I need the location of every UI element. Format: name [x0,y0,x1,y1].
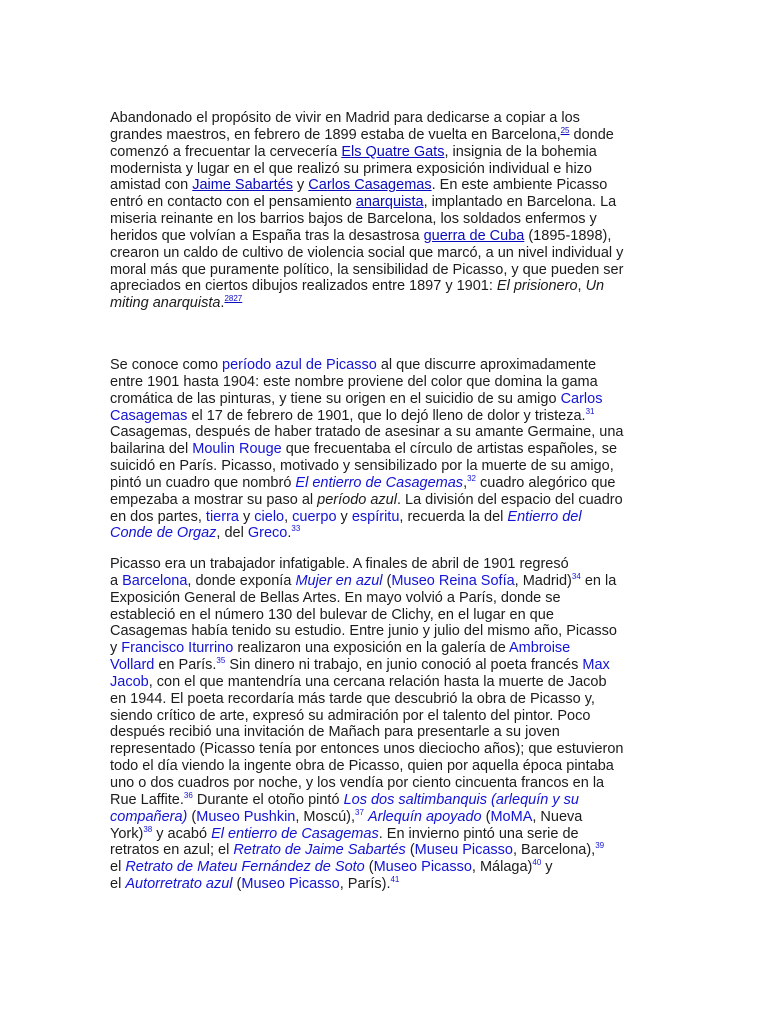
text-line: a Barcelona, donde exponía Mujer en azul (Museo Reina Sofía, Madrid)$^{34}$ en la [110,571,617,589]
link-museo-picasso-paris[interactable]: Museo Picasso [241,876,340,893]
text-line: compañera) (Museo Pushkin, Moscú),$^{37}$ Arlequín apoyado (MoMA, Nueva [110,807,583,825]
link-francisco-iturrino[interactable]: Francisco Iturrino [121,640,234,657]
link-casagemas[interactable]: Casagemas [110,407,188,424]
text-line: amistad con Jaime Sabartés y Carlos Casagemas. En este ambiente Picasso [110,177,608,194]
text-line: Casagemas el 17 de febrero de 1901, que lo dejó lleno de dolor y tristeza.$^{31}$ [110,406,595,424]
link-museo-picasso-malaga[interactable]: Museo Picasso [373,859,472,876]
link-los-dos-saltimbanquis[interactable]: Los dos saltimbanquis (arlequín y su [343,791,579,808]
text-line: Vollard en París.$^{35}$ Sin dinero ni trabajo, en junio conoció al poeta francés Max [110,656,610,674]
link-tierra[interactable]: tierra [205,508,239,525]
link-periodo-azul[interactable]: período azul de Picasso [222,357,377,373]
text-line: miting anarquista.$^{2827}$ [110,294,243,312]
link-arlequin-apoyado[interactable]: Arlequín apoyado [367,808,482,825]
link-carlos-casagemas[interactable]: Carlos [560,390,603,407]
paragraph-2 [110,357,660,542]
link-greco[interactable]: Greco [247,525,288,542]
text-line: Jacob, con el que mantendría una cercana relación hasta la muerte de Jacob [110,673,607,690]
text-line: Casagemas había tenido su estudio. Entre junio y julio del mismo año, Picasso [110,623,617,640]
link-jaime-sabartes[interactable]: Jaime Sabartés [192,177,293,194]
text-line: suicidó en París. Picasso, motivado y sensibilizado por la muerte de su amigo, [110,458,614,475]
text-line: Picasso era un trabajador infatigable. A finales de abril de 1901 regresó [110,556,569,572]
text-line: el Autorretrato azul (Museo Picasso, París).$^{41}$ [110,875,400,893]
text-line: en dos partes, tierra y cielo, cuerpo y espíritu, recuerda la del Entierro del [110,508,582,525]
footnote-ref-32[interactable]: 32 [467,473,476,483]
text-line: uno o dos cuadros por noche, y los vendía por ciento cincuenta francos en la [110,774,605,791]
text-line: cromática de las pinturas, y tiene su origen en el suicidio de su amigo Carlos [110,390,603,407]
paragraph-1 [110,110,660,312]
footnote-ref-33[interactable]: 33 [291,524,301,534]
link-els-quatre-gats[interactable]: Els Quatre Gats [341,143,445,160]
text-line: heridos que volvían a España tras la desastrosa guerra de Cuba (1895-1898), [110,227,612,244]
footnote-ref-31[interactable]: 31 [585,406,595,416]
link-museu-picasso[interactable]: Museu Picasso [414,842,513,859]
text-line: Se conoce como período azul de Picasso al que discurre aproximadamente [110,357,597,373]
text-line: y Francisco Iturrino realizaron una exposición en la galería de Ambroise [110,640,571,657]
footnote-ref-36[interactable]: 36 [183,790,193,800]
text-line: todo el día viendo la ingente obra de Picasso, quien por aquella época pintaba [110,758,614,775]
text-line: miseria reinante en los barrios bajos de Barcelona, los soldados enfermos y [110,211,597,228]
text-line: retratos en azul; el Retrato de Jaime Sabartés (Museu Picasso, Barcelona),$^{39}$ [110,841,605,859]
text-line: modernista y lugar en el que realizó su primera exposición individual e hizo [110,160,592,177]
text-line: estableció en el número 130 del bulevar de Clichy, en el lugar en que [110,606,554,623]
text-line: comenzó a frecuentar la cervecería Els Quatre Gats, insignia de la bohemia [110,143,597,160]
text-line: Casagemas, después de haber tratado de asesinar a su amante Germaine, una [110,424,624,441]
link-autorretrato-azul[interactable]: Autorretrato azul [125,876,233,893]
footnote-ref-39[interactable]: 39 [595,841,605,851]
link-entierro-del-conde-de-orgaz[interactable]: Entierro del [507,508,582,525]
text-line: entró en contacto con el pensamiento anarquista, implantado en Barcelona. La [110,194,617,211]
text-line: entre 1901 hasta 1904: este nombre proviene del color que domina la gama [110,373,598,390]
link-museo-pushkin[interactable]: Museo Pushkin [196,808,296,825]
link-el-entierro-de-casagemas[interactable]: El entierro de Casagemas [295,474,464,491]
link-retrato-de-jaime-sabartes[interactable]: Retrato de Jaime Sabartés [233,842,406,859]
footnote-ref-25[interactable]: 25 [560,125,570,135]
link-barcelona[interactable]: Barcelona [122,572,188,589]
link-cielo[interactable]: cielo [254,508,285,525]
text-line: el Retrato de Mateu Fernández de Soto (Museo Picasso, Málaga)$^{40}$ y [110,858,553,876]
text-line: Rue Laffite.$^{36}$ Durante el otoño pintó Los dos saltimbanquis (arlequín y su [110,790,579,808]
link-max-jacob[interactable]: Max [582,657,610,674]
text-line: después recibió una invitación de Mañach para presentarle a su joven [110,724,560,741]
text-line: Conde de Orgaz, del Greco.$^{33}$ [110,524,301,542]
link-companera[interactable]: compañera) [110,808,188,825]
text-line: moral más que puramente político, la sensibilidad de Picasso, y que pueden ser [110,261,624,278]
footnote-ref-35[interactable]: 35 [216,656,226,666]
footnote-ref-37[interactable]: 37 [355,807,364,817]
text-line: York)$^{38}$ y acabó El entierro de Casagemas. En invierno pintó una serie de [110,824,579,842]
link-conde-de-orgaz[interactable]: Conde de Orgaz [110,525,217,542]
link-jacob[interactable]: Jacob [110,673,149,690]
link-museo-reina-sofia[interactable]: Museo Reina Sofía [391,572,515,589]
text-line: pintó un cuadro que nombró El entierro de Casagemas,$^{32}$ cuadro alegórico que [110,473,616,491]
footnote-ref-2827[interactable]: 2827 [224,294,243,304]
link-carlos-casagemas[interactable]: Carlos Casagemas [308,177,432,194]
link-ambroise-vollard[interactable]: Ambroise [508,640,571,657]
link-mujer-en-azul[interactable]: Mujer en azul [295,572,383,589]
footnote-ref-40[interactable]: 40 [532,858,542,868]
link-moulin-rouge[interactable]: Moulin Rouge [192,441,282,458]
link-anarquista[interactable]: anarquista [355,194,424,211]
text-line: grandes maestros, en febrero de 1899 estaba de vuelta en Barcelona,$^{25}$ donde [110,125,614,143]
footnote-ref-34[interactable]: 34 [571,571,581,581]
link-moma[interactable]: MoMA [490,808,533,825]
link-cuerpo[interactable]: cuerpo [292,508,337,525]
text-line: crearon un caldo de cultivo de violencia social que marcó, a un nivel individual y [110,244,624,261]
text-line: representado (Picasso tenía por entonces unos dieciocho años); que estuvieron [110,741,624,758]
text-line: siendo crítico de arte, expresó su admiración por el talento del pintor. Poco [110,707,591,724]
text-line: Exposición General de Bellas Artes. En mayo volvió a París, donde se [110,589,561,606]
footnote-ref-38[interactable]: 38 [143,824,153,834]
text-line: en 1944. El poeta recordaría más tarde que descubrió la obra de Picasso y, [110,690,595,707]
text-line: Abandonado el propósito de vivir en Madrid para dedicarse a copiar a los [110,110,580,126]
link-retrato-de-mateu-fernandez-de-soto[interactable]: Retrato de Mateu Fernández de Soto [125,859,365,876]
link-guerra-de-cuba[interactable]: guerra de Cuba [423,227,525,244]
footnote-ref-41[interactable]: 41 [390,875,400,885]
text-line: empezaba a mostrar su paso al período azul. La división del espacio del cuadro [110,491,623,508]
text-line: apreciados en ciertos dibujos realizados entre 1897 y 1901: El prisionero, Un [110,278,605,295]
paragraph-3 [110,556,660,893]
text-line: bailarina del Moulin Rouge que frecuentaba el círculo de artistas españoles, se [110,441,618,458]
link-vollard[interactable]: Vollard [110,657,155,674]
link-espiritu[interactable]: espíritu [351,508,400,525]
link-el-entierro-de-casagemas-2[interactable]: El entierro de Casagemas [211,825,379,842]
